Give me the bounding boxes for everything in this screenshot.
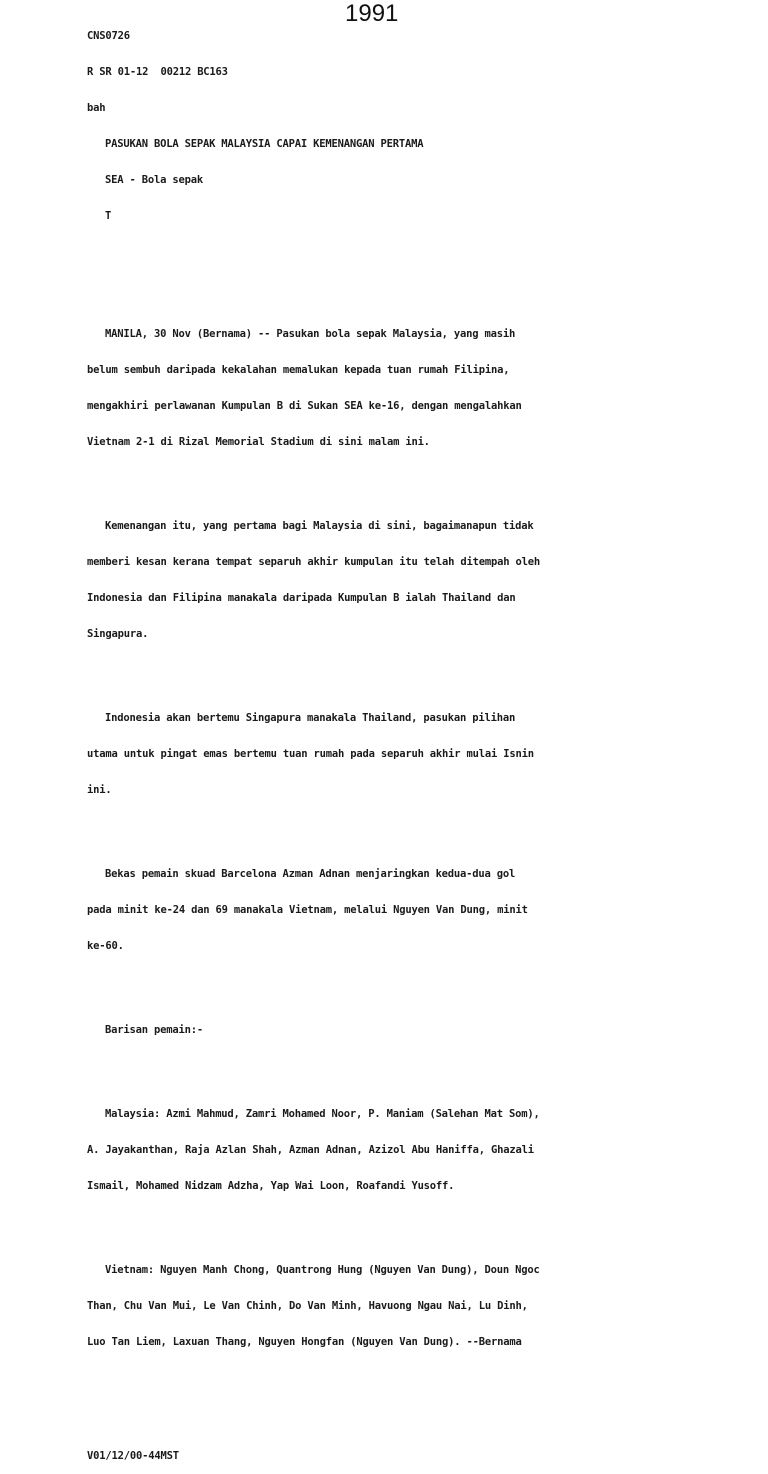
body-line: Malaysia: Azmi Mahmud, Zamri Mohamed Noor, P. Maniam (Salehan Mat Som), <box>105 1108 540 1120</box>
paragraph-malaysia-lineup <box>87 1084 757 1216</box>
paragraph-result <box>87 496 757 664</box>
paragraph-lead <box>87 304 757 472</box>
body-line: Kemenangan itu, yang pertama bagi Malaysia di sini, bagaimanapun tidak <box>105 520 534 532</box>
body-line: Singapura. <box>87 628 149 640</box>
body-line: MANILA, 30 Nov (Bernama) -- Pasukan bola sepak Malaysia, yang masih <box>105 328 516 340</box>
paragraph-goals <box>87 844 757 976</box>
paragraph-lineup-heading <box>87 1000 757 1060</box>
body-line: memberi kesan kerana tempat separuh akhir kumpulan itu telah ditempah oleh <box>87 556 540 568</box>
paragraph-vietnam-lineup <box>87 1240 757 1372</box>
body-line: Indonesia dan Filipina manakala daripada Kumpulan B ialah Thailand dan <box>87 592 516 604</box>
body-line: utama untuk pingat emas bertemu tuan rumah pada separuh akhir mulai Isnin <box>87 748 534 760</box>
body-line: Barisan pemain:- <box>105 1024 203 1036</box>
headline: PASUKAN BOLA SEPAK MALAYSIA CAPAI KEMENANGAN PERTAMA <box>105 138 424 150</box>
body-line: Ismail, Mohamed Nidzam Adzha, Yap Wai Loon, Roafandi Yusoff. <box>87 1180 455 1192</box>
body-line: pada minit ke-24 dan 69 manakala Vietnam, melalui Nguyen Van Dung, minit <box>87 904 528 916</box>
paragraph-semifinal <box>87 688 757 820</box>
body-line: Bekas pemain skuad Barcelona Azman Adnan menjaringkan kedua-dua gol <box>105 868 516 880</box>
year-annotation: 1991 <box>345 0 399 27</box>
body-line: Vietnam: Nguyen Manh Chong, Quantrong Hung (Nguyen Van Dung), Doun Ngoc <box>105 1264 540 1276</box>
message-code: CNS0726 <box>87 30 130 42</box>
body-line: Indonesia akan bertemu Singapura manakala Thailand, pasukan pilihan <box>105 712 516 724</box>
body-line: Luo Tan Liem, Laxuan Thang, Nguyen Hongfan (Nguyen Van Dung). --Bernama <box>87 1336 522 1348</box>
category-line: SEA - Bola sepak <box>105 174 203 186</box>
body-line: Vietnam 2-1 di Rizal Memorial Stadium di sini malam ini. <box>87 436 430 448</box>
body-line: A. Jayakanthan, Raja Azlan Shah, Azman Adnan, Azizol Abu Haniffa, Ghazali <box>87 1144 534 1156</box>
telex-document <box>87 6 757 1474</box>
body-line: mengakhiri perlawanan Kumpulan B di Sukan SEA ke-16, dengan mengalahkan <box>87 400 522 412</box>
routing-line: R SR 01-12 00212 BC163 <box>87 66 228 78</box>
body-line: Than, Chu Van Mui, Le Van Chinh, Do Van Minh, Havuong Ngau Nai, Lu Dinh, <box>87 1300 528 1312</box>
marker-line: T <box>105 210 112 222</box>
body-line: ke-60. <box>87 940 124 952</box>
footer-timestamp: V01/12/00-44MST <box>87 1450 179 1462</box>
body-line: ini. <box>87 784 112 796</box>
body-line: belum sembuh daripada kekalahan memalukan kepada tuan rumah Filipina, <box>87 364 510 376</box>
language-code: bah <box>87 102 106 114</box>
